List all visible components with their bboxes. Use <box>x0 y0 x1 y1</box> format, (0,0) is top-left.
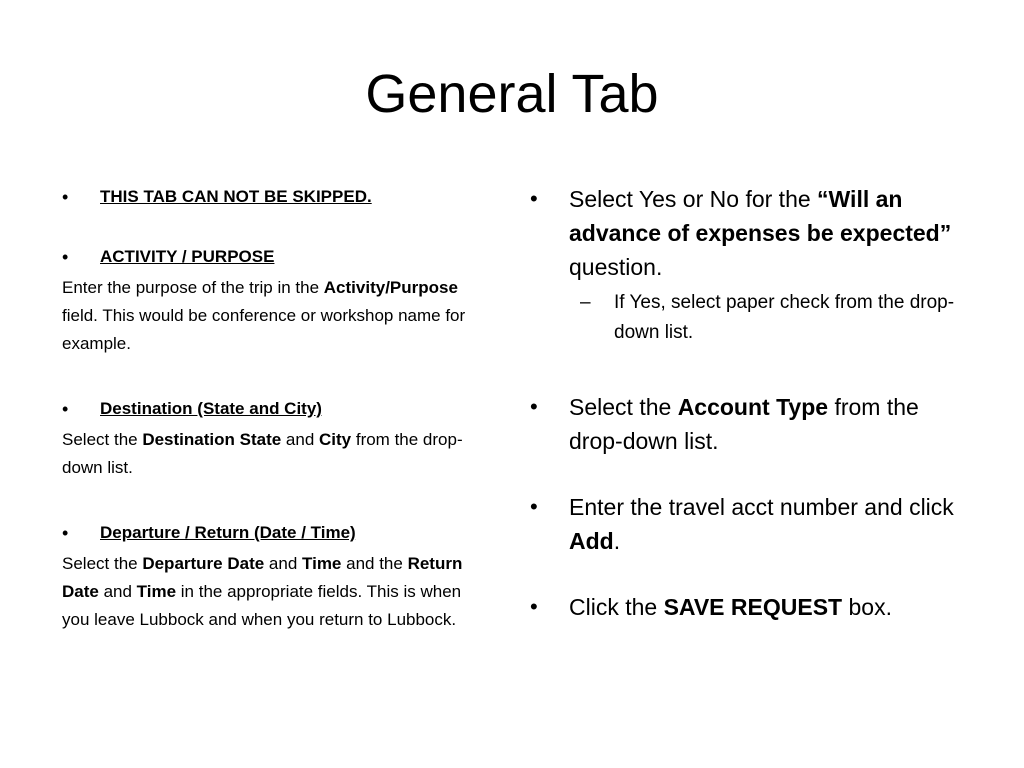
right-sub-item <box>580 288 970 348</box>
left-column <box>62 182 492 634</box>
bullet-icon: • <box>530 494 538 519</box>
left-bullet-item <box>62 242 492 272</box>
bullet-icon: • <box>62 399 69 419</box>
left-heading-destination: Destination (State and City) <box>100 399 322 418</box>
slide-title: General Tab <box>365 64 659 124</box>
right-text-save-request: Click the SAVE REQUEST box. <box>569 594 892 620</box>
bullet-icon: • <box>530 186 538 211</box>
left-bullet-item <box>62 518 492 548</box>
left-paragraph-destination: Select the Destination State and City from the drop-down list. <box>62 430 463 477</box>
left-bullet-item <box>62 394 492 424</box>
left-heading-skip-notice: THIS TAB CAN NOT BE SKIPPED. <box>100 187 372 206</box>
bullet-icon: • <box>530 394 538 419</box>
right-bullet-item <box>530 182 970 284</box>
left-heading-departure-return: Departure / Return (Date / Time) <box>100 523 356 542</box>
bullet-icon: • <box>62 523 69 543</box>
right-bullet-item <box>530 490 970 558</box>
bullet-icon: • <box>62 187 69 207</box>
left-paragraph-activity: Enter the purpose of the trip in the Activity/Purpose field. This would be conference or workshop name for example. <box>62 278 466 353</box>
left-bullet-item <box>62 182 492 212</box>
left-paragraph-departure-return: Select the Departure Date and Time and the Return Date and Time in the appropriate fields. This is when you leave Lubbock and when you return to Lubbock. <box>62 554 463 629</box>
right-bullet-item <box>530 390 970 458</box>
right-subtext-paper-check: If Yes, select paper check from the drop-down list. <box>614 292 955 343</box>
left-heading-activity: ACTIVITY / PURPOSE <box>100 247 275 266</box>
bullet-icon: • <box>62 247 69 267</box>
right-text-advance-question: Select Yes or No for the “Will an advance of expenses be expected” question. <box>569 186 952 280</box>
right-bullet-item <box>530 590 970 624</box>
right-column <box>530 182 970 624</box>
right-text-acct-number: Enter the travel acct number and click Add. <box>569 494 954 554</box>
dash-icon: – <box>580 292 591 313</box>
bullet-icon: • <box>530 594 538 619</box>
right-text-account-type: Select the Account Type from the drop-down list. <box>569 394 919 454</box>
